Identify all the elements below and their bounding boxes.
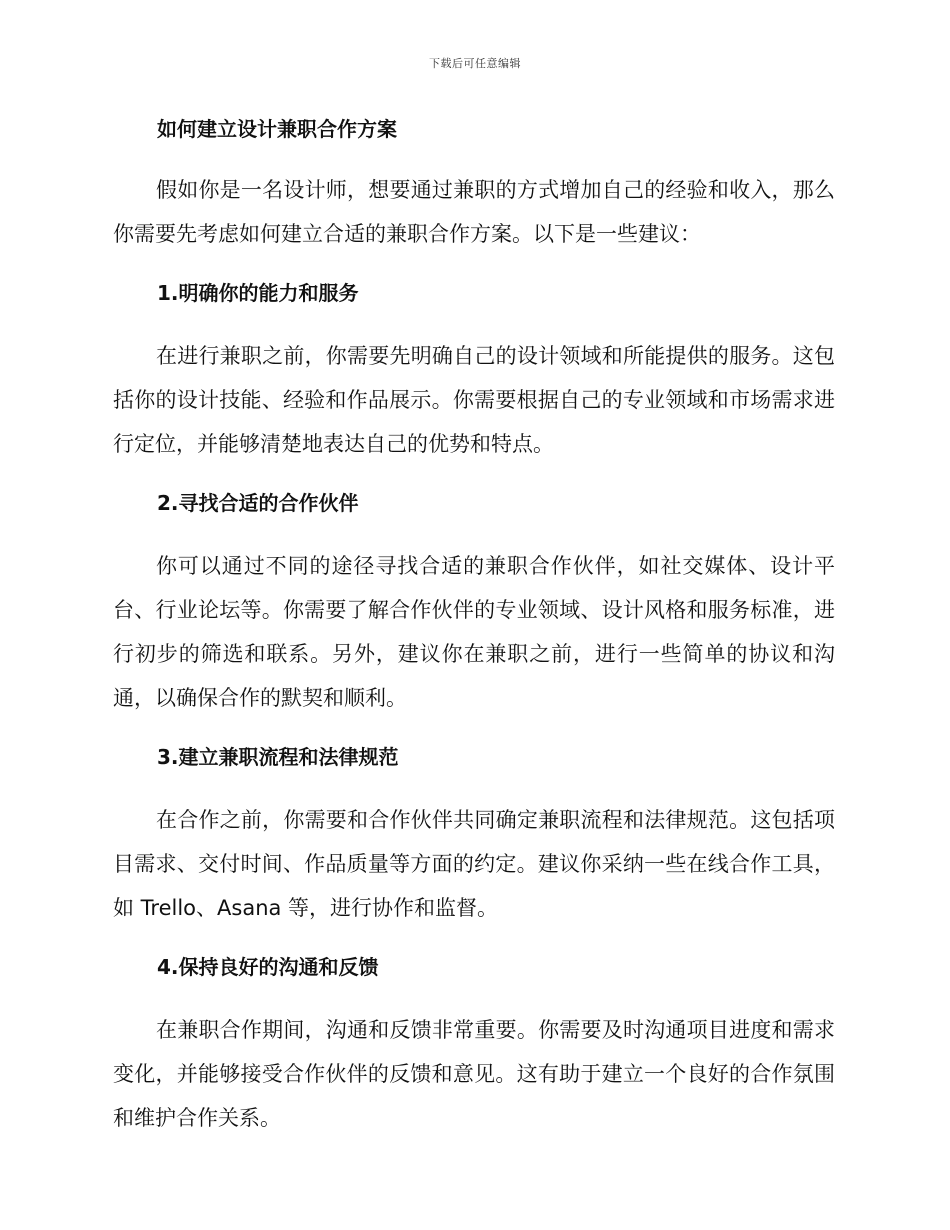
section-heading-2: 2.寻找合适的合作伙伴 (157, 491, 359, 515)
document-body (113, 112, 835, 1140)
document-title: 如何建立设计兼职合作方案 (157, 117, 397, 141)
header-note: 下载后可任意编辑 (429, 57, 521, 70)
section-body-3: 在合作之前，你需要和合作伙伴共同确定兼职流程和法律规范。这包括项目需求、交付时间、作品质量等方面的约定。建议你采纳一些在线合作工具，如 Trello、Asana 等，进行协作和监督。 (113, 808, 835, 920)
section-body-2: 你可以通过不同的途径寻找合适的兼职合作伙伴，如社交媒体、设计平台、行业论坛等。你需要了解合作伙伴的专业领域、设计风格和服务标准，进行初步的筛选和联系。另外，建议你在兼职之前，进行一些简单的协议和沟通，以确保合作的默契和顺利。 (113, 554, 835, 710)
section-heading-1: 1.明确你的能力和服务 (157, 281, 359, 305)
section-heading-3: 3.建立兼职流程和法律规范 (157, 745, 399, 769)
section-heading-4: 4.保持良好的沟通和反馈 (157, 955, 379, 979)
section-body-4: 在兼职合作期间，沟通和反馈非常重要。你需要及时沟通项目进度和需求变化，并能够接受合作伙伴的反馈和意见。这有助于建立一个良好的合作氛围和维护合作关系。 (113, 1018, 835, 1130)
intro-paragraph: 假如你是一名设计师，想要通过兼职的方式增加自己的经验和收入，那么你需要先考虑如何建立合适的兼职合作方案。以下是一些建议： (113, 178, 835, 246)
section-body-1: 在进行兼职之前，你需要先明确自己的设计领域和所能提供的服务。这包括你的设计技能、经验和作品展示。你需要根据自己的专业领域和市场需求进行定位，并能够清楚地表达自己的优势和特点。 (113, 344, 835, 456)
